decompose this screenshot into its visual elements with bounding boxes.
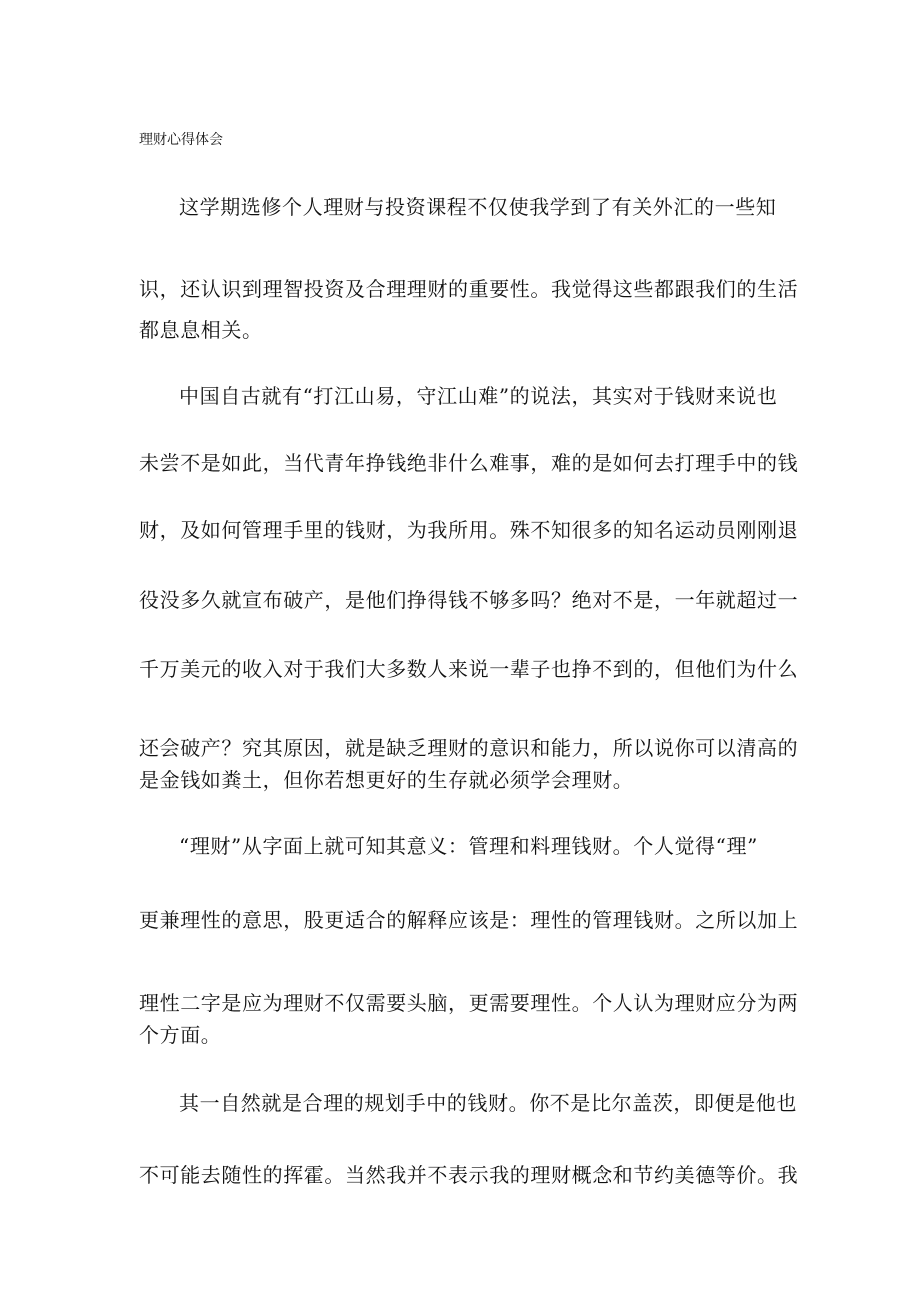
paragraph-line: 还会破产？究其原因，就是缺乏理财的意识和能力，所以说你可以清高的	[139, 736, 799, 760]
paragraph-line: 识，还认识到理智投资及合理理财的重要性。我觉得这些都跟我们的生活	[139, 277, 799, 301]
paragraph-line: 这学期选修个人理财与投资课程不仅使我学到了有关外汇的一些知	[179, 195, 777, 219]
paragraph-line: 役没多久就宣布破产，是他们挣得钱不够多吗？绝对不是，一年就超过一	[139, 588, 799, 612]
paragraph-line: 更兼理性的意思，股更适合的解释应该是：理性的管理钱财。之所以加上	[139, 908, 799, 932]
paragraph-line: 是金钱如粪土，但你若想更好的生存就必须学会理财。	[139, 768, 634, 792]
paragraph-line: 理性二字是应为理财不仅需要头脑，更需要理性。个人认为理财应分为两	[139, 991, 799, 1015]
paragraph-line: 千万美元的收入对于我们大多数人来说一辈子也挣不到的，但他们为什么	[139, 657, 799, 681]
document-title: 理财心得体会	[139, 132, 223, 148]
paragraph-line: 都息息相关。	[139, 318, 263, 342]
paragraph-line: 中国自古就有“打江山易，守江山难”的说法，其实对于钱财来说也	[179, 384, 778, 408]
paragraph-line: 未尝不是如此，当代青年挣钱绝非什么难事，难的是如何去打理手中的钱	[139, 451, 799, 475]
paragraph-line: 其一自然就是合理的规划手中的钱财。你不是比尔盖茨，即便是他也	[179, 1091, 797, 1115]
paragraph-line: 不可能去随性的挥霍。当然我并不表示我的理财概念和节约美德等价。我	[139, 1163, 799, 1187]
paragraph-line: 个方面。	[139, 1023, 222, 1047]
paragraph-line: 财，及如何管理手里的钱财，为我所用。殊不知很多的知名运动员刚刚退	[139, 518, 799, 542]
paragraph-line: “理财”从字面上就可知其意义：管理和料理钱财。个人觉得“理”	[179, 834, 758, 858]
